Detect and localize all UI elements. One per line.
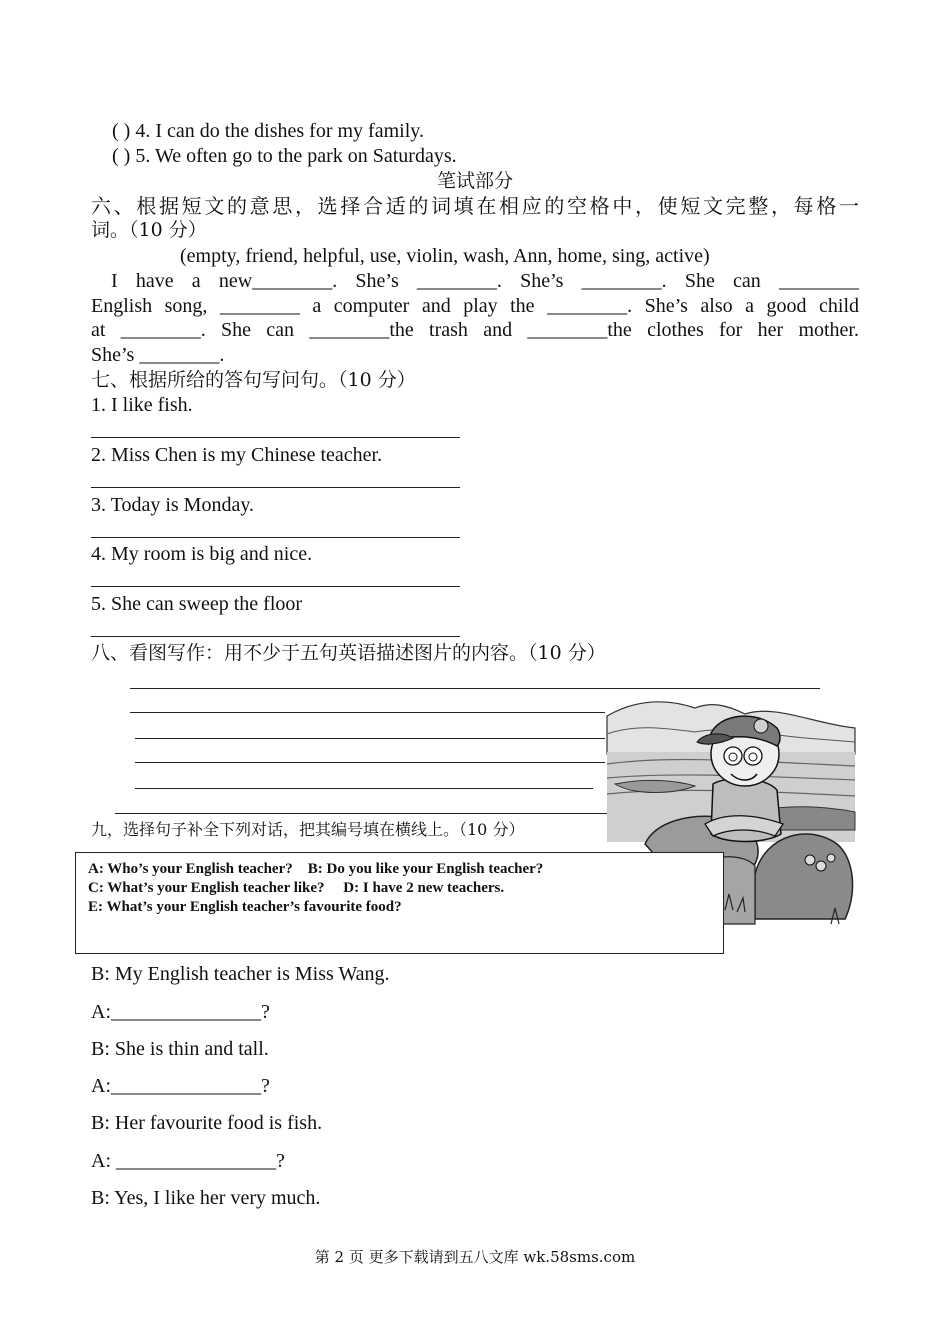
options-box	[75, 852, 724, 954]
dialogue-line-3: B: She is thin and tall.	[91, 1038, 269, 1060]
written-part-title: 笔试部分	[436, 170, 513, 192]
section6-title: 六、根据短文的意思，选择合适的词填在相应的空格中，使短文完整，每格一	[91, 194, 859, 218]
section8-title: 八、看图写作：用不少于五句英语描述图片的内容。（10 分）	[91, 642, 606, 664]
writing-line-3[interactable]	[135, 738, 605, 739]
answer-line-5[interactable]	[91, 636, 460, 637]
option-c-d: C: What’s your English teacher like? D: I have 2 new teachers.	[88, 880, 505, 896]
page-footer: 第 2 页 更多下载请到五八文库 wk.58sms.com	[314, 1248, 636, 1266]
word-bank: (empty, friend, helpful, use, violin, wash, Ann, home, sing, active)	[180, 245, 710, 267]
writing-line-1[interactable]	[130, 688, 820, 689]
section6-title-cont: 词。（10 分）	[91, 219, 207, 241]
answer-line-1[interactable]	[91, 437, 460, 438]
option-a-b: A: Who’s your English teacher? B: Do you like your English teacher?	[88, 861, 544, 877]
dialogue-line-2[interactable]: A:_______________?	[91, 1001, 270, 1023]
writing-line-2[interactable]	[130, 712, 605, 713]
section7-item-3: 3. Today is Monday.	[91, 494, 255, 516]
answer-line-3[interactable]	[91, 537, 460, 538]
passage-line-4: She’s ________.	[91, 344, 225, 366]
passage-line-3: at ________. She can ________the trash and ________the clothes for her mother.	[91, 319, 859, 341]
writing-line-6[interactable]	[115, 813, 607, 814]
section9-title: 九，选择句子补全下列对话，把其编号填在横线上。（10 分）	[91, 820, 525, 839]
option-e: E: What’s your English teacher’s favourite food?	[88, 899, 402, 915]
dialogue-line-4[interactable]: A:_______________?	[91, 1075, 270, 1097]
listening-item-4: ( ) 4. I can do the dishes for my family.	[112, 120, 424, 142]
answer-line-4[interactable]	[91, 586, 460, 587]
writing-line-4[interactable]	[135, 762, 605, 763]
section7-item-4: 4. My room is big and nice.	[91, 543, 313, 565]
writing-line-5[interactable]	[135, 788, 593, 789]
listening-item-5: ( ) 5. We often go to the park on Saturdays.	[112, 145, 457, 167]
passage-line-2: English song, ________ a computer and play the ________. She’s also a good child	[91, 295, 859, 317]
answer-line-2[interactable]	[91, 487, 460, 488]
passage-line-1: I have a new________. She’s ________. She’s ________. She can ________	[111, 270, 859, 292]
section7-item-5: 5. She can sweep the floor	[91, 593, 303, 615]
dialogue-line-1: B: My English teacher is Miss Wang.	[91, 963, 390, 985]
section7-item-2: 2. Miss Chen is my Chinese teacher.	[91, 444, 383, 466]
dialogue-line-5: B: Her favourite food is fish.	[91, 1112, 323, 1134]
section7-item-1: 1. I like fish.	[91, 394, 193, 416]
dialogue-line-6[interactable]: A: ________________?	[91, 1150, 285, 1172]
dialogue-line-7: B: Yes, I like her very much.	[91, 1187, 321, 1209]
section7-title: 七、根据所给的答句写问句。（10 分）	[91, 369, 416, 391]
